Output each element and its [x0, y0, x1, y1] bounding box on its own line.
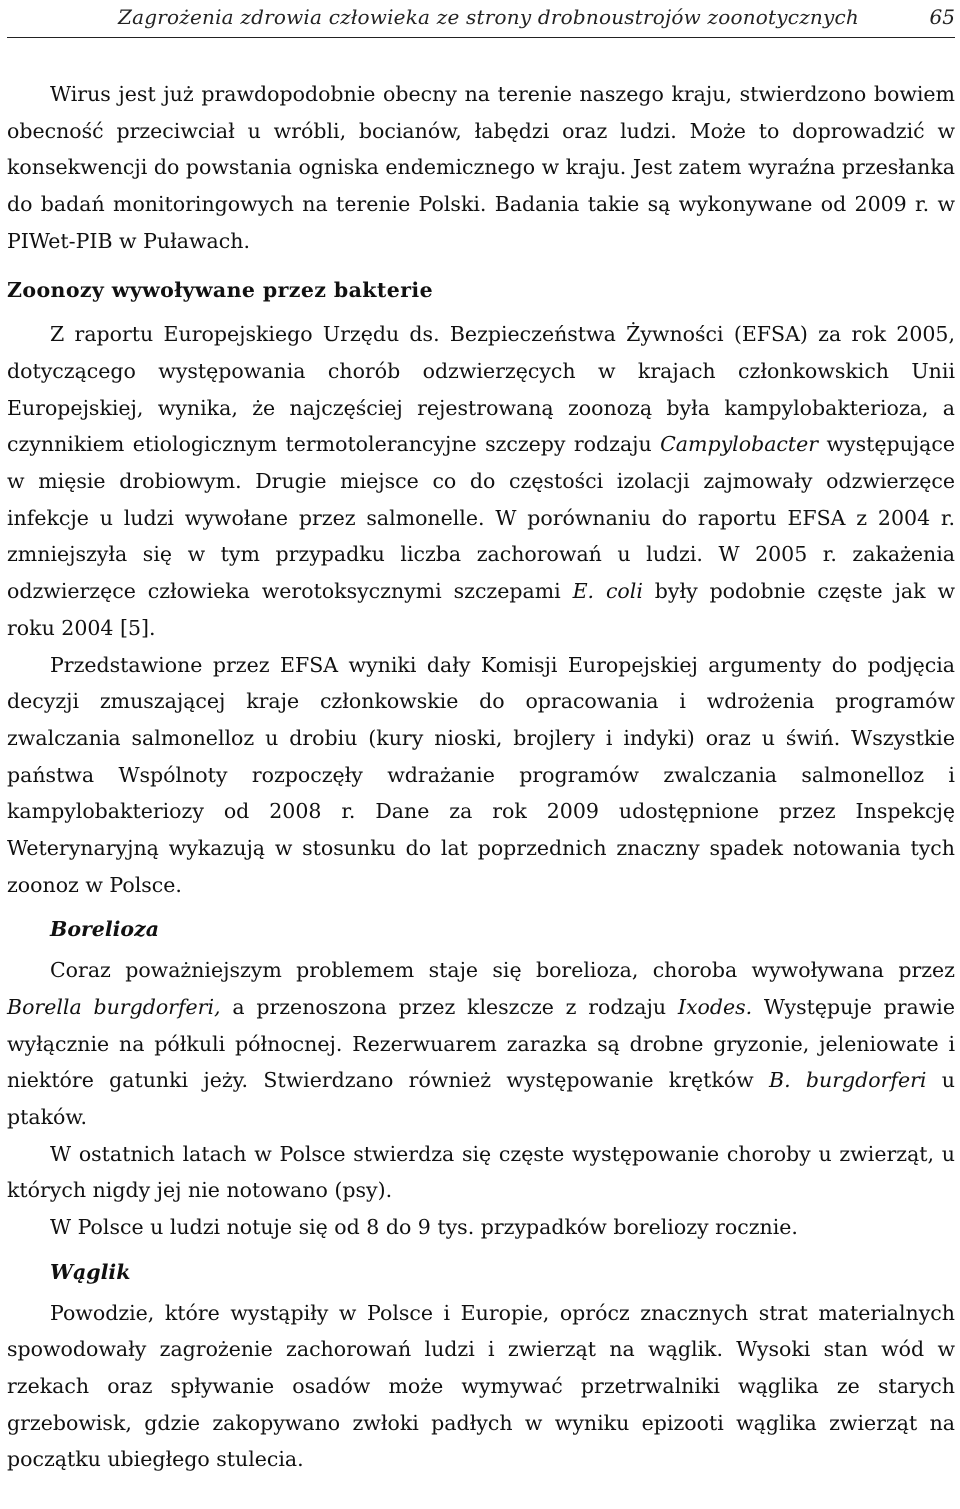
- section-heading-bacteria: Zoonozy wywoływane przez bakterie: [7, 277, 434, 302]
- paragraph-borelioza-intro: [7, 952, 955, 1136]
- text-run: Występuje prawie wyłącznie na półkuli północnej. Rezerwuarem zarazka są drobne gryzonie, jeleniowate i niektóre gatunki jeży. Stwierdzano również występowanie krętków: [7, 994, 955, 1093]
- paragraph-borelioza-animals: W ostatnich latach w Polsce stwierdza się częste występowanie choroby u zwierząt, u których nigdy jej nie notowano (psy).: [7, 1141, 955, 1203]
- paragraph-waglik: Powodzie, które wystąpiły w Polsce i Europie, oprócz znacznych strat materialnych spowodowały zagrożenie zachorowań ludzi i zwierząt na wąglik. Wysoki stan wód w rzekach oraz spływanie osadów może wymywać przetrwalniki wąglika ze starych grzebowisk, gdzie zakopywano zwłoki padłych w wyniku epizooti wąglika zwierząt na początku ubiegłego stulecia.: [7, 1300, 955, 1472]
- text-run: a przenoszona przez kleszcze z rodzaju: [220, 994, 678, 1019]
- paragraph-efsa-results: Przedstawione przez EFSA wyniki dały Komisji Europejskiej argumenty do podjęcia decyzji zmuszającej kraje członkowskie do opracowania i wdrożenia programów zwalczania salmonelloz u drobiu (kury nioski, brojlery i indyki) oraz u świń. Wszystkie państwa Wspólnoty rozpoczęły wdrażanie programów zwalczania salmonelloz i kampylobakteriozy od 2008 r. Dane za rok 2009 udostępnione przez Inspekcję Weterynaryjną wykazują w stosunku do lat poprzednich znaczny spadek notowania tych zoonoz w Polsce.: [7, 652, 955, 897]
- text-run: u ptaków.: [7, 1068, 955, 1129]
- header-rule: [7, 37, 955, 38]
- paragraph-efsa-report: [7, 316, 955, 646]
- intro-paragraph: Wirus jest już prawdopodobnie obecny na terenie naszego kraju, stwierdzono bowiem obecność przeciwciał u wróbli, bocianów, łabędzi oraz ludzi. Może to doprowadzić w konsekwencji do powstania ogniska endemicznego w kraju. Jest zatem wyraźna przesłanka do badań monitoringowych na terenie Polski. Badania takie są wykonywane od 2009 r. w PIWet-PIB w Puławach.: [7, 82, 955, 253]
- species-name-ecoli: E. coli: [572, 579, 643, 604]
- running-header: [0, 0, 960, 40]
- species-name-b-burgdorferi: B. burgdorferi: [769, 1068, 927, 1093]
- species-name-borella: Borella burgdorferi,: [7, 994, 221, 1019]
- text-run: Z raportu Europejskiego Urzędu ds. Bezpieczeństwa Żywności (EFSA) za rok 2005, dotyczącego występowania chorób odzwierzęcych w krajach członkowskich Unii Europejskiej, wynika, że najczęściej rejestrowaną zoonozą była kampylobakterioza, a czynnikiem etiologicznym termotolerancyjne szczepy rodzaju: [7, 322, 955, 457]
- page-number: 65: [929, 5, 955, 29]
- text-run: były podobnie częste jak w roku 2004 [5].: [7, 579, 955, 640]
- species-name-ixodes: Ixodes.: [677, 994, 753, 1019]
- header-title: Zagrożenia zdrowia człowieka ze strony drobnoustrojów zoonotycznych: [118, 5, 859, 29]
- paragraph-borelioza-cases: W Polsce u ludzi notuje się od 8 do 9 tys. przypadków boreliozy rocznie.: [50, 1215, 798, 1240]
- subheading-waglik: Wąglik: [50, 1259, 131, 1284]
- subheading-borelioza: Borelioza: [50, 917, 160, 942]
- species-name-campylobacter: Campylobacter: [660, 432, 819, 457]
- text-run: Coraz poważniejszym problemem staje się borelioza, choroba wywoływana przez: [50, 958, 955, 983]
- body-text: [7, 76, 955, 1478]
- text-run: występujące w mięsie drobiowym. Drugie miejsce co do częstości izolacji zajmowały odzwierzęce infekcje u ludzi wywołane przez salmonelle. W porównaniu do raportu EFSA z 2004 r. zmniejszyła się w tym przypadku liczba zachorowań u ludzi. W 2005 r. zakażenia odzwierzęce człowieka werotoksycznymi szczepami: [7, 432, 955, 604]
